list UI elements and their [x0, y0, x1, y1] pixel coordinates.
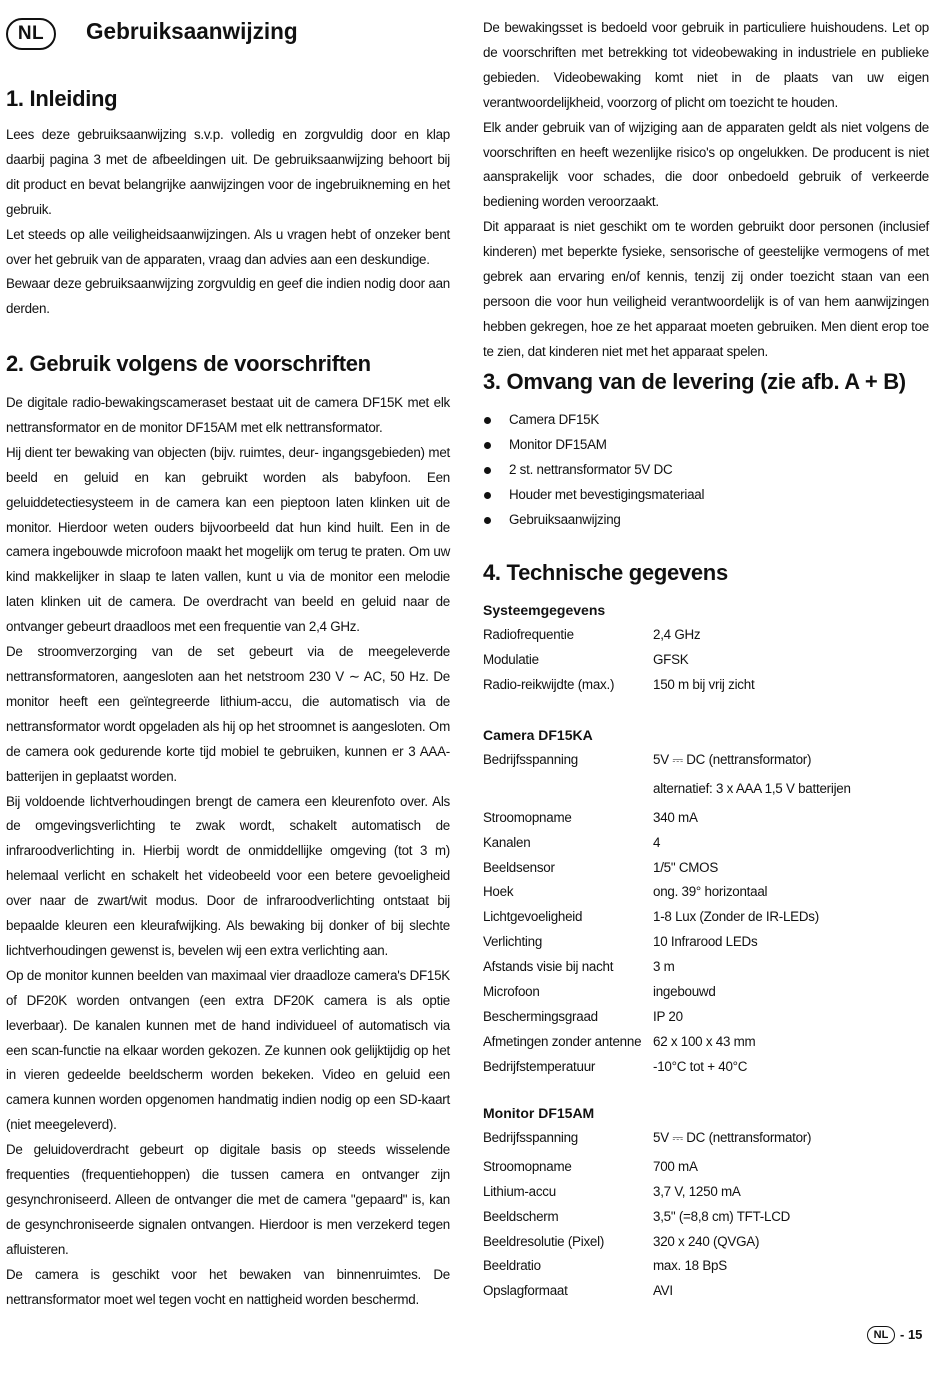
spec-row: Opslagformaat AVI [483, 1283, 673, 1299]
spec-row: Beeldresolutie (Pixel) 320 x 240 (QVGA) [483, 1233, 760, 1249]
bullet-icon [484, 442, 491, 449]
delivery-list [483, 408, 929, 533]
spec-row: Bedrijfstemperatuur -10°C tot + 40°C [483, 1058, 748, 1074]
spec-row: Modulatie GFSK [483, 651, 689, 667]
bullet-icon [484, 492, 491, 499]
document-title: Gebruiksaanwijzing [86, 18, 298, 44]
footer-language-badge: NL [867, 1326, 895, 1344]
paragraph: De geluidoverdracht gebeurt op digitale basis op steeds wisselende frequenties (frequentiehoppen) die tussen camera en ontvanger zijn gesynchroniseerd. Alleen de ontvanger die met de camera "gepaard" is, kan de gesynchroniseerde signalen ontvangen. Hierdoor is men verzekerd tegen afluisteren. [6, 1142, 450, 1257]
section-4-heading: 4. Technische gegevens [483, 560, 728, 585]
spec-group-monitor [483, 1101, 929, 1304]
bullet-icon [484, 417, 491, 424]
paragraph: Let steeds op alle veiligheidsaanwijzingen. Als u vragen hebt of onzeker bent over het gebruik van de apparaten, vraag dan advies aan een deskundige. [6, 226, 450, 267]
spec-row: Hoek ong. 39° horizontaal [483, 884, 768, 900]
section-2-body [6, 391, 450, 1313]
spec-row: Beschermingsgraad IP 20 [483, 1008, 683, 1024]
spec-row: Beeldscherm 3,5" (=8,8 cm) TFT-LCD [483, 1208, 791, 1224]
page-number: - 15 [900, 1327, 923, 1342]
section-2-heading: 2. Gebruik volgens de voorschriften [6, 351, 371, 376]
spec-row: alternatief: 3 x AAA 1,5 V batterijen [653, 780, 851, 796]
language-badge: NL [6, 18, 56, 50]
paragraph: De bewakingsset is bedoeld voor gebruik in particuliere huishoudens. Let op de voorschriften met betrekking tot videobewaking in industriele en publieke gebieden. Videobewaking komt niet in de plaats van uw eigen verantwoordelijkheid, voorzorg of plicht om toezicht te houden. [483, 20, 929, 110]
paragraph: Bewaar deze gebruiksaanwijzing zorgvuldig en geef die indien nodig door aan derden. [6, 276, 450, 317]
list-item: 2 st. nettransformator 5V DC [483, 458, 929, 483]
spec-row: Lithium-accu 3,7 V, 1250 mA [483, 1183, 741, 1199]
section-3-heading: 3. Omvang van de levering (zie afb. A + B) [483, 369, 906, 394]
bullet-icon [484, 517, 491, 524]
spec-row: Beeldratio max. 18 BpS [483, 1258, 727, 1274]
spec-row: Stroomopname 340 mA [483, 809, 698, 825]
spec-row: Stroomopname 700 mA [483, 1158, 698, 1174]
spec-row: Lichtgevoeligheid 1-8 Lux (Zonder de IR-LEDs) [483, 909, 819, 925]
list-item: Monitor DF15AM [483, 433, 929, 458]
spec-row: Beeldsensor 1/5" CMOS [483, 859, 719, 875]
spec-row: Microfoon ingebouwd [483, 984, 716, 1000]
paragraph: Elk ander gebruik van of wijziging aan de apparaten geldt als niet volgens de voorschriften en heeft wezenlijke risico's op ongelukken. De producent is niet aansprakelijk voor schades, die door onbedoeld gebruik of verkeerde bediening worden veroorzaakt. [483, 119, 929, 210]
paragraph: Op de monitor kunnen beelden van maximaal vier draadloze camera's DF15K of DF20K worden ontvangen (een extra DF20K camera is als optie leverbaar). De kanalen kunnen met de hand individueel of automatisch via een scan-functie na elkaar worden gekozen. Ze kunnen ook gelijktijdig op het in vieren gedeelde beeldscherm worden bekeken. Video en geluid een camera kunnen worden opgenomen handmatig indien nodig op een SD-kaart (niet meegeleverd). [6, 967, 450, 1133]
section-1-body [6, 123, 450, 322]
paragraph: Hij dient ter bewaking van objecten (bijv. ruimtes, deur- ingangsgebieden) met beeld en geluid en kan gebruikt worden als babyfoon. Een geluiddetectiesysteem in de camera kan een pieptoon laten klinken uit de monitor. Hierdoor weten ouders bijvoorbeeld dat hun kind huilt. Een in de camera ingebouwde microfoon maakt het mogelijk om terug te praten. Om uw kind makkelijker in slaap te laten vallen, kunt u via de monitor een melodie laten klinken uit de camera. De overdracht van beeld en geluid naar de ontvanger gebeurt draadloos met een frequentie van 2,4 GHz. [6, 444, 450, 635]
paragraph: Lees deze gebruiksaanwijzing s.v.p. volledig en zorgvuldig door en klap daarbij pagina 3 met de afbeeldingen uit. De gebruiksaanwijzing behoort bij dit product en bevat belangrijke aanwijzingen voor de ingebruikneming en het gebruik. [6, 127, 450, 217]
spec-group-title: Monitor DF15AM [483, 1105, 595, 1121]
spec-row: Bedrijfsspanning 5V ⎓ DC (nettransformator) [483, 1129, 812, 1145]
spec-group-title: Camera DF15KA [483, 727, 593, 743]
paragraph: Bij voldoende lichtverhoudingen brengt de camera een kleurenfoto over. Als de omgevingsverlichting te zwak wordt, schakelt automatisch de infraroodverlichting in. Hierbij wordt de onmiddellijke omgeving (tot 3 m) helemaal verlicht en schakelt het videobeeld voor een betere gevoeligheid over naar de zwart/wit modus. Door de infraroodverlichting ontstaat bij bepaalde kleuren een kleurafwijking. Als bewaking bij donker of bij slechte lichtverhoudingen gewenst is, bevelen wij een extra verlichting aan. [6, 793, 450, 958]
paragraph: De camera is geschikt voor het bewaken van binnenruimtes. De nettransformator moet wel tegen vocht en nattigheid worden beschermd. [6, 1266, 450, 1307]
spec-row: Afstands visie bij nacht 3 m [483, 959, 675, 975]
section-2-continued [483, 16, 929, 365]
spec-row: Radio-reikwijdte (max.) 150 m bij vrij zicht [483, 676, 755, 692]
spec-group-camera [483, 723, 929, 1080]
list-item: Camera DF15K [483, 408, 929, 433]
bullet-icon [484, 467, 491, 474]
spec-group-title: Systeemgegevens [483, 602, 606, 618]
paragraph: De digitale radio-bewakingscameraset bestaat uit de camera DF15K met elk nettransformator en de monitor DF15AM met elk nettransformator. [6, 395, 450, 435]
section-1-heading: 1. Inleiding [6, 86, 118, 111]
paragraph: De stroomverzorging van de set gebeurt via de meegeleverde nettransformatoren, aangesloten aan het netstroom 230 V ∼ AC, 50 Hz. De monitor heeft een geïntegreerde lithium-accu, die automatisch via de nettransformator wordt opgeladen als hij op het stroomnet is aangesloten. Om de camera ook gedurende korte tijd mobiel te gebruiken, kunnen er 3 AAA-batterijen in geplaatst worden. [6, 644, 450, 784]
list-item: Gebruiksaanwijzing [483, 508, 929, 533]
spec-row: Radiofrequentie 2,4 GHz [483, 626, 701, 642]
spec-row: Kanalen 4 [483, 834, 661, 850]
spec-group-system [483, 598, 929, 698]
spec-row: Afmetingen zonder antenne 62 x 100 x 43 mm [483, 1033, 756, 1049]
spec-row: Verlichting 10 Infrarood LEDs [483, 934, 758, 950]
paragraph: Dit apparaat is niet geschikt om te worden gebruikt door personen (inclusief kinderen) met beperkte fysieke, sensorische of geestelijke vermogens of met gebrek aan ervaring en/of kennis, tenzij zij onder toezicht staan van een persoon die voor hun veiligheid verantwoordelijk is of van hem aanwijzingen hebben gekregen, hoe ze het apparaat moeten gebruiken. Men dient erop toe te zien, dat kinderen niet met het apparaat spelen. [483, 219, 929, 359]
list-item: Houder met bevestigingsmateriaal [483, 483, 929, 508]
spec-row: Bedrijfsspanning 5V ⎓ DC (nettransformator) [483, 751, 812, 767]
